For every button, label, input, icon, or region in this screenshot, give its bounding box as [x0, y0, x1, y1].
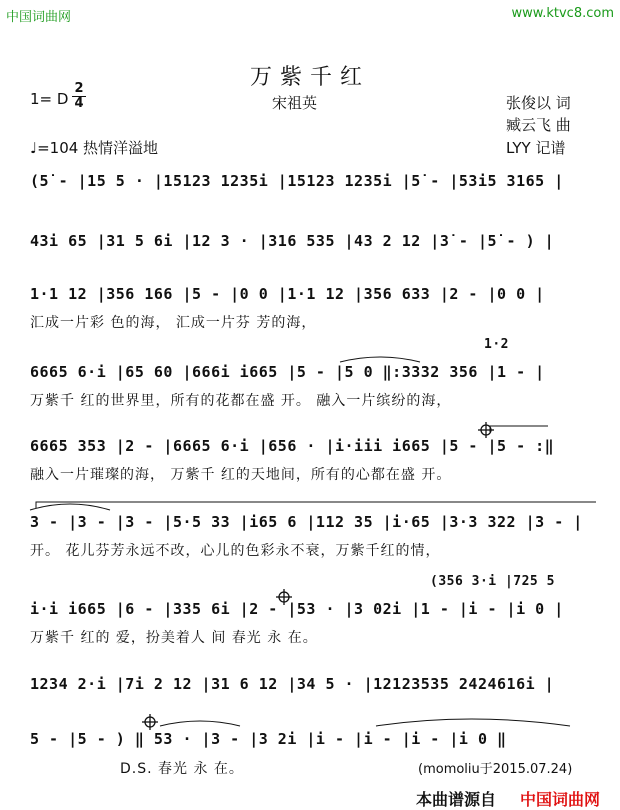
- tie-arc: [340, 357, 420, 362]
- quarter-note-icon: ♩: [30, 139, 38, 157]
- singer: 宋祖英: [272, 94, 318, 112]
- footer-source-label: 本曲谱源自: [416, 790, 497, 809]
- score-row-4-lyrics: 万紫千 红的世界里，所有的花都在盛 开。 融入一片缤纷的海，: [30, 393, 452, 409]
- score-row-3-lyrics: 汇成一片彩 色的海， 汇成一片芬 芳的海，: [30, 315, 317, 331]
- coda-intro-notes: (356 3·i |725 5: [430, 574, 555, 589]
- coda-icon: [478, 422, 494, 438]
- score-row-3-notes: 1·1 12 |356 166 |5 - |0 0 |1·1 12 |356 633 |2 - |0 0 |: [30, 285, 545, 303]
- lyricist: 张俊以 词: [506, 94, 571, 112]
- tie-arc: [376, 719, 570, 726]
- score-row-9-lyrics: D.S. 春光 永 在。: [120, 761, 244, 777]
- time-signature-bottom: 4: [72, 96, 86, 111]
- score-row-6-lyrics: 开。 花儿芬芳永远不改，心儿的色彩永不衰，万紫千红的情，: [30, 543, 441, 559]
- score-row-2-notes: 43i 65 |31 5 6i |12 3 · |316 535 |43 2 12 |3̇ - |5̇ - ) |: [30, 232, 555, 250]
- score-row-6-notes: 3 - |3 - |3 - |5·5 33 |i65 6 |112 35 |i·65 |3·3 322 |3 - |: [30, 513, 583, 531]
- score-row-1-notes: (5̇ - |15 5 · |15123 1235i |15123 1235i |5̇ - |53i5 3165 |: [30, 172, 564, 190]
- time-signature-top: 2: [74, 81, 84, 96]
- tie-arc: [160, 721, 240, 726]
- notation-credit: (momoliu于2015.07.24): [418, 762, 573, 777]
- score-row-9-notes: 5 - |5 - ) ‖ 53 · |3 - |3 2i |i - |i - |i - |i 0 ‖: [30, 730, 507, 748]
- tie-arc: [30, 504, 110, 510]
- volta-bracket-two: [36, 502, 596, 508]
- song-title: 万紫千红: [249, 65, 370, 90]
- composer: 臧云飞 曲: [506, 116, 571, 134]
- score-row-4-notes: 6665 6·i |65 60 |666i i665 |5 - |5 0 ‖:3332 356 |1 - |: [30, 363, 545, 381]
- score-row-5-notes: 6665 353 |2 - |6665 6·i |656 · |i·iii i665 |5 - |5 - :‖: [30, 437, 555, 455]
- tempo-text: =104 热情洋溢地: [37, 139, 159, 157]
- volta-one-notes: 1·2: [484, 337, 509, 352]
- coda-icon: [142, 714, 158, 730]
- score-row-5-lyrics: 融入一片璀璨的海， 万紫千 红的天地间，所有的心都在盛 开。: [30, 467, 452, 483]
- site-url-right[interactable]: www.ktvc8.com: [511, 6, 614, 21]
- site-name-left[interactable]: 中国词曲网: [6, 10, 72, 25]
- footer-site-link[interactable]: 中国词曲网: [520, 790, 601, 809]
- score-row-8-notes: 1234 2·i |7i 2 12 |31 6 12 |34 5 · |12123535 2424616i |: [30, 675, 555, 693]
- coda-icon: [276, 589, 292, 605]
- score-row-7-notes: i·i i665 |6 - |335 6i |2 - |53 · |3 02i |1 - |i - |i 0 |: [30, 600, 564, 618]
- volta-bracket-one: [490, 426, 548, 432]
- score-row-7-lyrics: 万紫千 红的 爱，扮美着人 间 春光 永 在。: [30, 630, 318, 646]
- key-signature: 1= D: [30, 90, 69, 108]
- notator: LYY 记谱: [506, 139, 566, 157]
